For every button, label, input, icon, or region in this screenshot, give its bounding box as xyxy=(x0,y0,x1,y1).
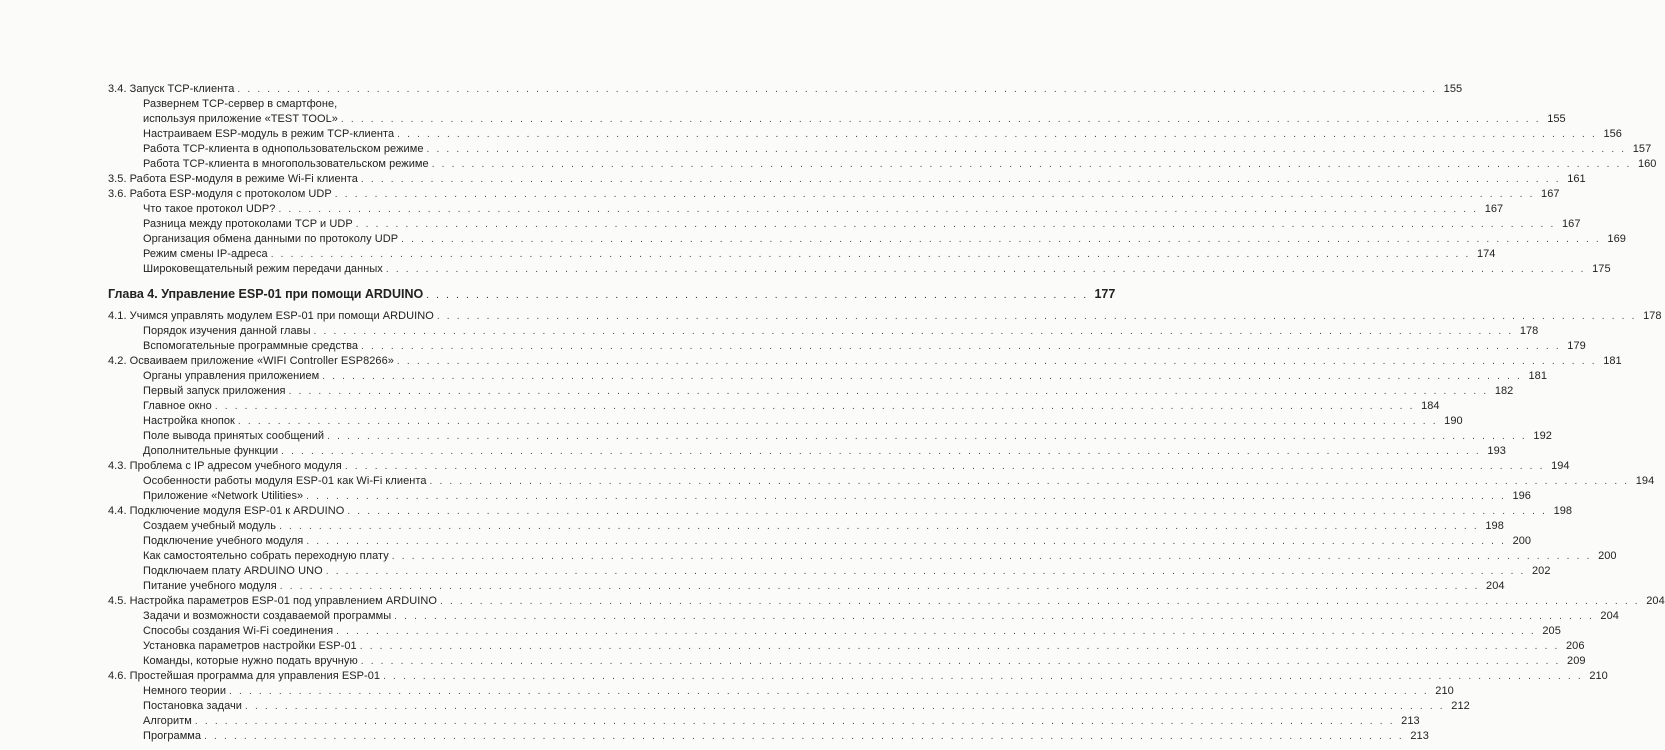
toc-page-number: 204 xyxy=(1486,580,1505,592)
leader-dots xyxy=(271,247,1471,262)
toc-page-number: 175 xyxy=(1592,263,1611,275)
leader-dots xyxy=(392,549,1592,564)
toc-section-title: 3.6. Работа ESP-модуля с протоколом UDP xyxy=(108,188,332,200)
toc-item xyxy=(0,699,1470,714)
leader-dots xyxy=(326,564,1526,579)
toc-item xyxy=(0,489,1531,504)
leader-dots xyxy=(432,157,1632,172)
leader-dots xyxy=(345,459,1545,474)
toc-page-number: 205 xyxy=(1542,625,1561,637)
toc-item xyxy=(0,564,1551,579)
toc-item-title: Дополнительные функции xyxy=(143,445,279,457)
toc-item-title: Подключаем плату ARDUINO UNO xyxy=(143,565,323,577)
toc-page-number: 212 xyxy=(1451,700,1470,712)
toc-item xyxy=(0,519,1504,534)
toc-item xyxy=(0,339,1586,354)
toc-page-number: 178 xyxy=(1643,310,1662,322)
toc-page-number: 204 xyxy=(1600,610,1619,622)
toc-page-number: 213 xyxy=(1401,715,1420,727)
toc-item xyxy=(0,624,1561,639)
toc-section-title: 4.4. Подключение модуля ESP-01 к ARDUINO xyxy=(108,505,345,517)
toc-page-number: 179 xyxy=(1567,340,1586,352)
toc-item-title: Органы управления приложением xyxy=(143,370,320,382)
toc-page-number: 196 xyxy=(1512,490,1531,502)
toc-page-number: 156 xyxy=(1603,128,1622,140)
leader-dots xyxy=(327,429,1527,444)
toc-item xyxy=(0,534,1532,549)
toc-item-title: Немного теории xyxy=(143,685,227,697)
leader-dots xyxy=(306,489,1506,504)
toc-page-number: 160 xyxy=(1637,158,1657,170)
toc-item-title: Порядок изучения данной главы xyxy=(143,325,311,337)
leader-dots xyxy=(281,444,1481,459)
toc-item xyxy=(0,127,1622,142)
toc-item-title: Развернем TCP-сервер в смартфоне, xyxy=(143,98,338,110)
toc-item xyxy=(0,369,1548,384)
toc-item-title: Работа TCP-клиента в многопользовательском режиме xyxy=(143,158,429,170)
toc-item-title: Настраиваем ESP-модуль в режим TCP-клиента xyxy=(143,128,395,140)
toc-item-title: Главное окно xyxy=(143,400,212,412)
toc-page-number: 190 xyxy=(1444,415,1463,427)
toc-page-number: 181 xyxy=(1603,355,1622,367)
leader-dots xyxy=(347,504,1547,519)
toc-section-title: 4.1. Учимся управлять модулем ESP-01 при помощи ARDUINO xyxy=(108,310,434,322)
toc-item-title: Режим смены IP-адреса xyxy=(143,248,268,260)
toc-page-number: 177 xyxy=(1094,287,1116,301)
leader-dots xyxy=(279,519,1479,534)
toc-item-title: Что такое протокол UDP? xyxy=(143,203,276,215)
toc-item-title: Команды, которые нужно подать вручную xyxy=(143,655,358,667)
leader-dots xyxy=(440,594,1640,609)
toc-page-number: 167 xyxy=(1541,188,1560,200)
toc-item-title: используя приложение «TEST TOOL» xyxy=(143,113,338,125)
leader-dots xyxy=(430,474,1630,489)
leader-dots xyxy=(426,142,1626,157)
toc-page-number: 155 xyxy=(1547,113,1566,125)
leader-dots xyxy=(361,654,1561,669)
toc-section-title: 3.5. Работа ESP-модуля в режиме Wi-Fi клиента xyxy=(108,173,358,185)
toc-item-title: Алгоритм xyxy=(143,715,192,727)
toc-item xyxy=(0,444,1506,459)
toc-page-number: 192 xyxy=(1533,430,1552,442)
toc-item xyxy=(0,729,1429,744)
toc-item xyxy=(0,157,1657,172)
toc-item xyxy=(0,232,1626,247)
toc-item xyxy=(0,97,600,112)
toc-item xyxy=(0,579,1505,594)
toc-item xyxy=(0,324,1539,339)
toc-item xyxy=(0,217,1581,232)
toc-item xyxy=(0,384,1514,399)
toc-section-3-6 xyxy=(0,187,1560,202)
leader-dots xyxy=(383,669,1583,684)
toc-page-number: 200 xyxy=(1512,535,1532,547)
leader-dots xyxy=(356,217,1556,232)
toc-page-number: 184 xyxy=(1421,400,1440,412)
toc-item-title: Особенности работы модуля ESP-01 как Wi-Fi клиента xyxy=(143,475,427,487)
leader-dots xyxy=(306,534,1506,549)
toc-page-number: 155 xyxy=(1443,83,1463,95)
leader-dots xyxy=(360,639,1560,654)
leader-dots xyxy=(204,729,1404,744)
toc-item xyxy=(0,247,1496,262)
toc-item xyxy=(0,112,1566,127)
toc-item xyxy=(0,549,1617,564)
toc-item xyxy=(0,202,1504,217)
toc-page-number: 182 xyxy=(1494,385,1514,397)
toc-page-number: 178 xyxy=(1519,325,1539,337)
leader-dots xyxy=(426,287,1088,304)
toc-page-number: 161 xyxy=(1567,173,1586,185)
toc-item-title: Приложение «Network Utilities» xyxy=(143,490,304,502)
toc-item xyxy=(0,399,1440,414)
toc-section-4-5 xyxy=(0,594,1665,609)
leader-dots xyxy=(278,202,1478,217)
toc-item-title: Подключение учебного модуля xyxy=(143,535,304,547)
toc-item-title: Работа TCP-клиента в однопользовательском режиме xyxy=(143,143,424,155)
toc-page-number: 169 xyxy=(1607,233,1626,245)
toc-item xyxy=(0,654,1586,669)
toc-item-title: Вспомогательные программные средства xyxy=(143,340,359,352)
toc-item xyxy=(0,142,1652,157)
toc-page-number: 198 xyxy=(1553,505,1573,517)
leader-dots xyxy=(322,369,1522,384)
toc-section-title: 4.2. Осваиваем приложение «WIFI Controller ESP8266» xyxy=(108,355,394,367)
toc-section-4-6 xyxy=(0,669,1608,684)
toc-section-title: 3.4. Запуск TCP-клиента xyxy=(108,83,235,95)
chapter-title: Глава 4. Управление ESP-01 при помощи ARDUINO xyxy=(108,287,424,301)
leader-dots xyxy=(280,579,1480,594)
leader-dots xyxy=(361,339,1561,354)
toc-section-3-4 xyxy=(0,82,1463,97)
leader-dots xyxy=(335,187,1535,202)
toc-item-title: Первый запуск приложения xyxy=(143,385,286,397)
leader-dots xyxy=(401,232,1601,247)
toc-item xyxy=(0,414,1463,429)
toc-page-number: 204 xyxy=(1646,595,1665,607)
leader-dots xyxy=(229,684,1429,699)
toc-page-number: 200 xyxy=(1598,550,1617,562)
toc-page-number: 157 xyxy=(1632,143,1652,155)
toc-page-number: 206 xyxy=(1566,640,1585,652)
toc-page-number: 210 xyxy=(1435,685,1454,697)
toc-page-number: 193 xyxy=(1487,445,1506,457)
toc-item-title: Питание учебного модуля xyxy=(143,580,277,592)
leader-dots xyxy=(386,262,1586,277)
leader-dots xyxy=(237,82,1437,97)
toc-page-number: 202 xyxy=(1532,565,1551,577)
toc-section-4-4 xyxy=(0,504,1573,519)
leader-dots xyxy=(289,384,1489,399)
toc-item xyxy=(0,639,1585,654)
toc-item-title: Установка параметров настройки ESP-01 xyxy=(143,640,357,652)
toc-section-3-5 xyxy=(0,172,1586,187)
toc-page-number: 167 xyxy=(1561,218,1581,230)
toc-page-number: 174 xyxy=(1476,248,1496,260)
leader-dots xyxy=(397,354,1597,369)
toc-chapter-4 xyxy=(0,286,1116,303)
toc-item-title: Разница между протоколами TCP и UDP xyxy=(143,218,353,230)
toc-item-title: Как самостоятельно собрать переходную плату xyxy=(143,550,389,562)
toc-section-4-3 xyxy=(0,459,1570,474)
toc-item-title: Программа xyxy=(143,730,202,742)
toc-item xyxy=(0,684,1454,699)
leader-dots xyxy=(361,172,1561,187)
toc-section-title: 4.3. Проблема с IP адресом учебного модуля xyxy=(108,460,342,472)
toc-item xyxy=(0,262,1611,277)
table-of-contents xyxy=(0,82,1665,744)
toc-item-title: Широковещательный режим передачи данных xyxy=(143,263,383,275)
leader-dots xyxy=(336,624,1536,639)
toc-section-4-2 xyxy=(0,354,1622,369)
toc-item-title: Задачи и возможности создаваемой программы xyxy=(143,610,392,622)
leader-dots xyxy=(245,699,1445,714)
toc-section-title: 4.6. Простейшая программа для управления ESP-01 xyxy=(108,670,381,682)
toc-page-number: 198 xyxy=(1485,520,1504,532)
toc-page-number: 209 xyxy=(1567,655,1586,667)
toc-page-number: 167 xyxy=(1484,203,1504,215)
toc-page-number: 194 xyxy=(1635,475,1655,487)
toc-page-number: 181 xyxy=(1528,370,1548,382)
leader-dots xyxy=(314,324,1514,339)
toc-section-title: 4.5. Настройка параметров ESP-01 под управлением ARDUINO xyxy=(108,595,437,607)
toc-item xyxy=(0,609,1619,624)
toc-section-4-1 xyxy=(0,309,1662,324)
toc-page-number: 194 xyxy=(1551,460,1570,472)
toc-item-title: Настройка кнопок xyxy=(143,415,235,427)
toc-page-number: 213 xyxy=(1410,730,1429,742)
leader-dots xyxy=(394,609,1594,624)
toc-item-title: Способы создания Wi-Fi соединения xyxy=(143,625,334,637)
toc-item xyxy=(0,429,1552,444)
toc-item-title: Постановка задачи xyxy=(143,700,243,712)
toc-item xyxy=(0,474,1655,489)
toc-item xyxy=(0,714,1420,729)
toc-item-title: Создаем учебный модуль xyxy=(143,520,277,532)
leader-dots xyxy=(341,112,1541,127)
toc-item-title: Поле вывода принятых сообщений xyxy=(143,430,325,442)
leader-dots xyxy=(397,127,1597,142)
leader-dots xyxy=(215,399,1415,414)
leader-dots xyxy=(437,309,1637,324)
leader-dots xyxy=(238,414,1438,429)
toc-item-title: Организация обмена данными по протоколу UDP xyxy=(143,233,399,245)
toc-page-number: 210 xyxy=(1589,670,1608,682)
leader-dots xyxy=(195,714,1395,729)
